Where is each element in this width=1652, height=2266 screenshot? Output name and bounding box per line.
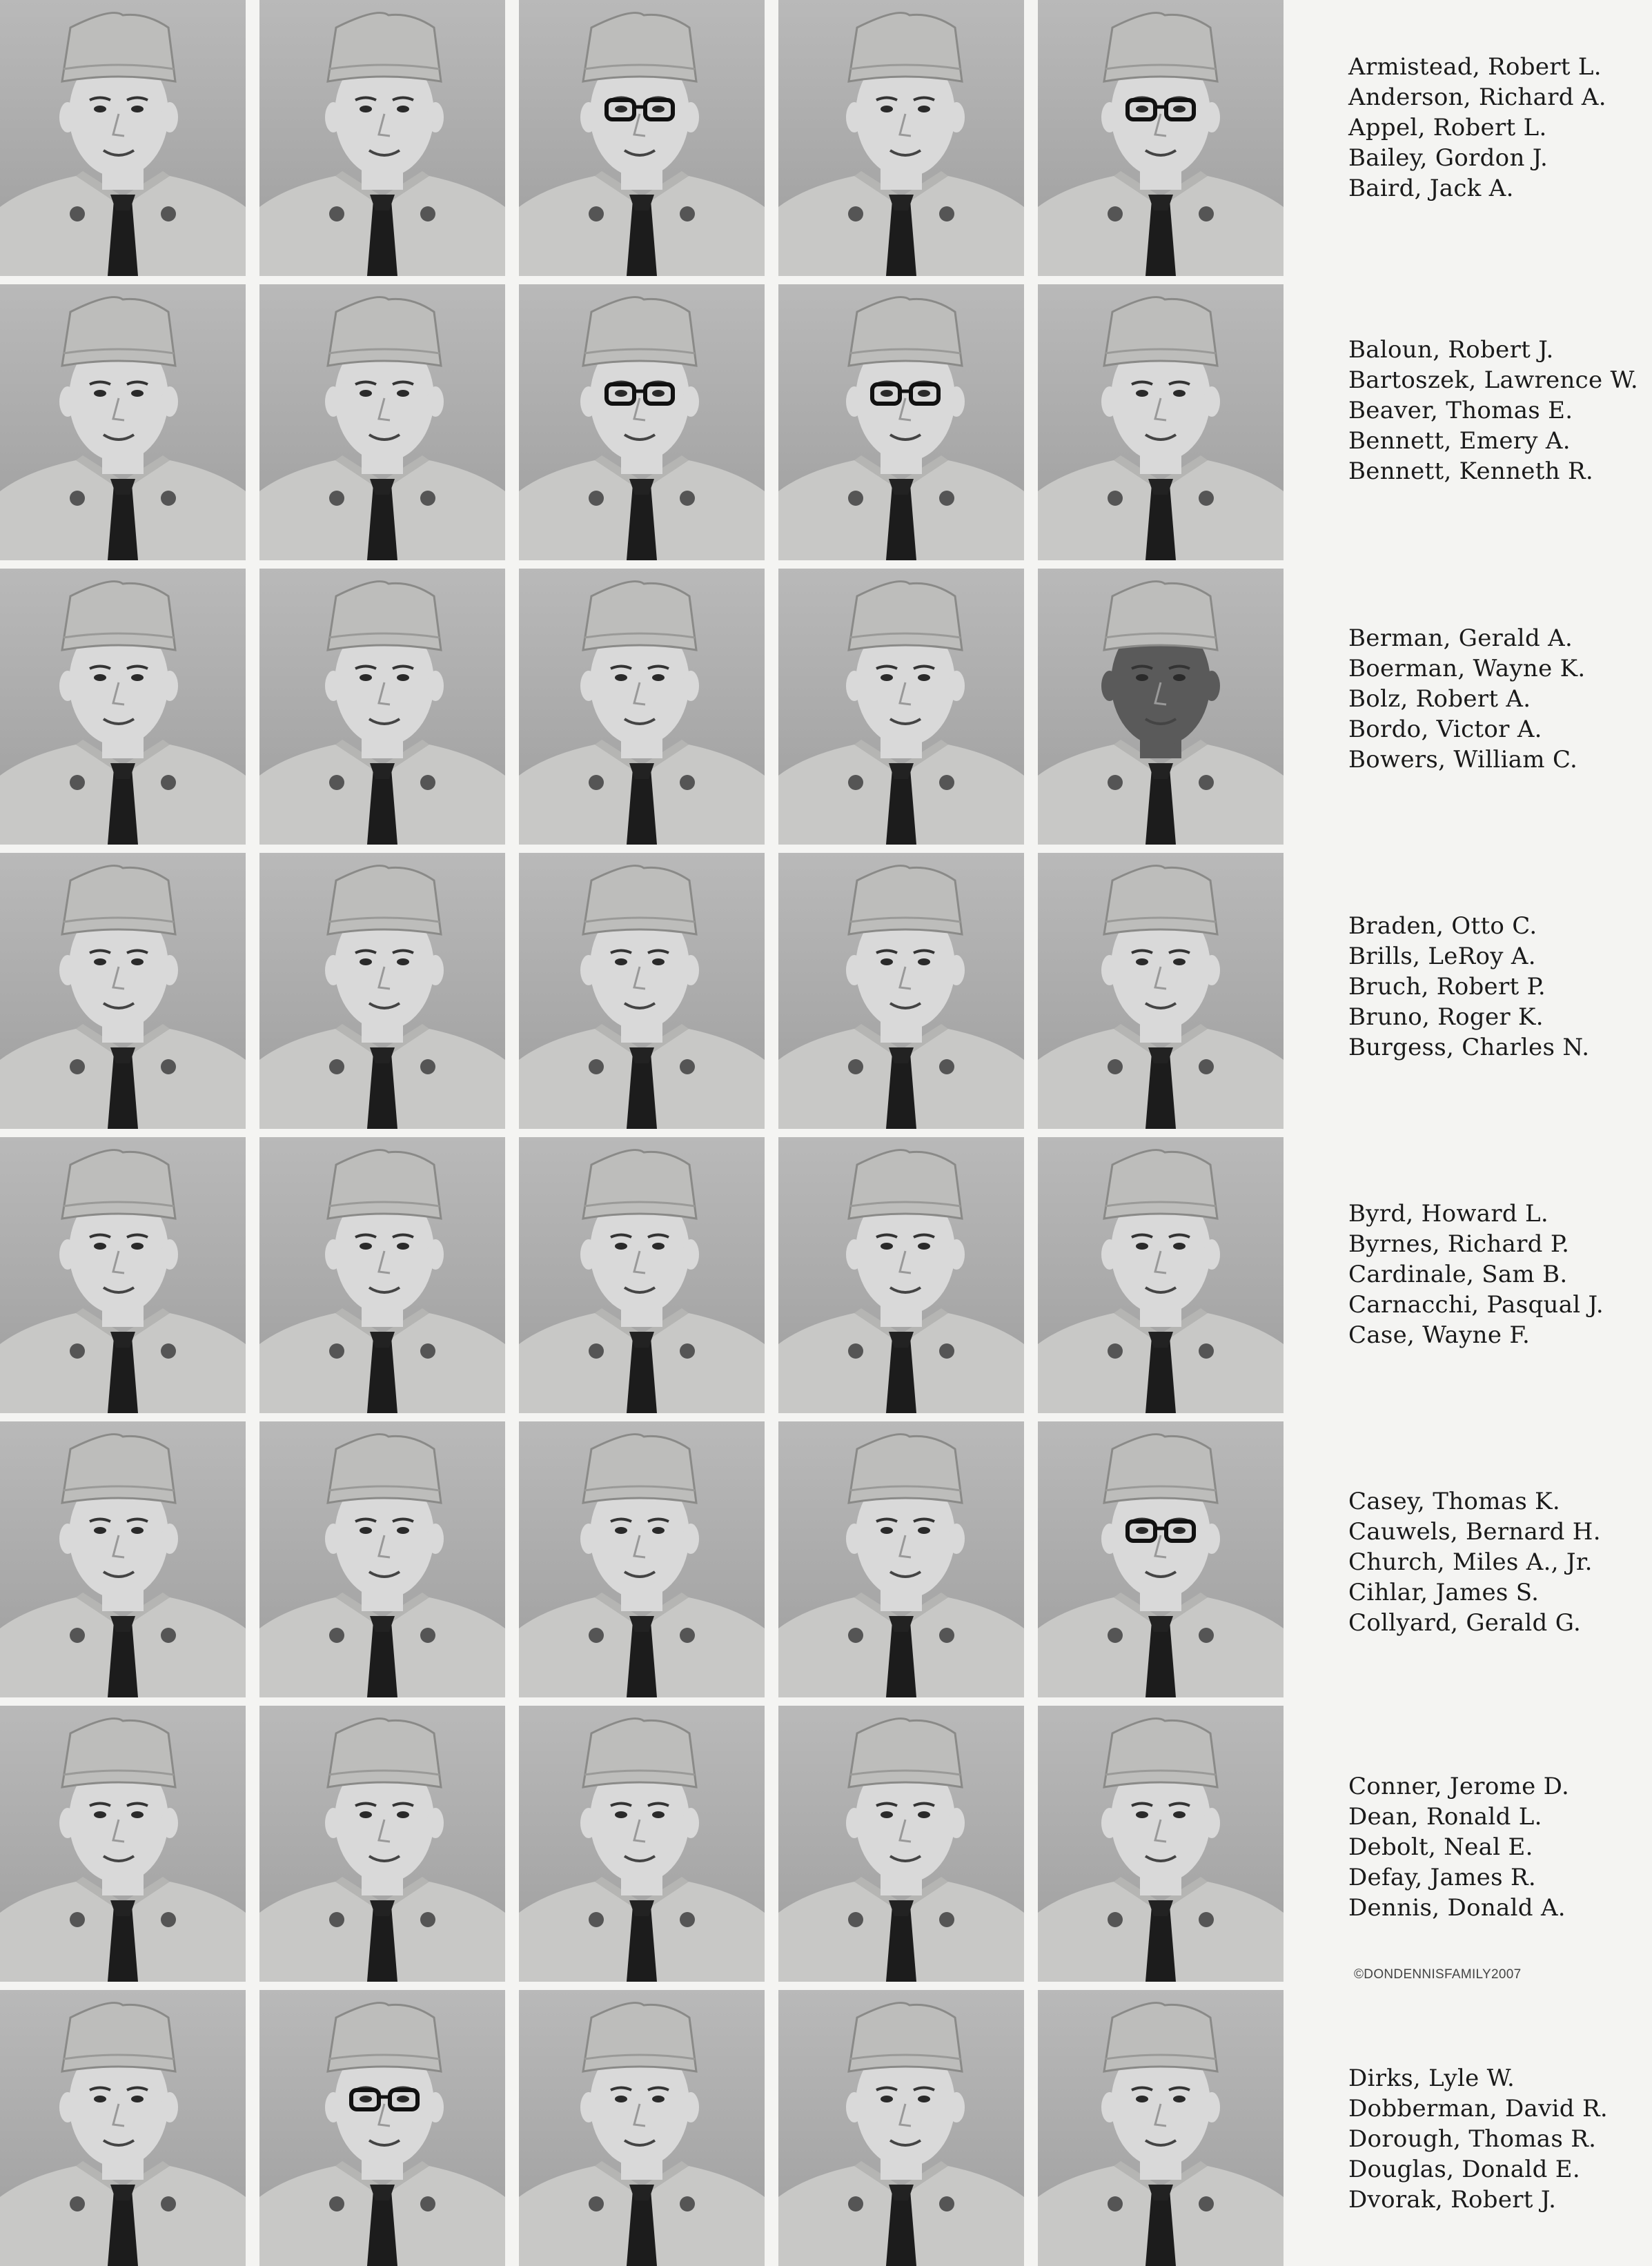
- portrait-photo: [519, 1421, 765, 1697]
- person-name: Bordo, Victor A.: [1348, 716, 1542, 743]
- portrait-figure: [1038, 0, 1284, 276]
- portrait-figure: [1038, 1137, 1284, 1413]
- portrait-figure: [778, 569, 1024, 845]
- portrait-photo: [1038, 1421, 1284, 1697]
- person-name: Dorough, Thomas R.: [1348, 2125, 1597, 2153]
- name-list: [1348, 52, 1638, 204]
- person-name: Baloun, Robert J.: [1348, 336, 1554, 364]
- portrait-photo: [259, 1421, 505, 1697]
- portrait-figure: [778, 0, 1024, 276]
- person-name: Cauwels, Bernard H.: [1348, 1518, 1601, 1546]
- person-name: Case, Wayne F.: [1348, 1321, 1531, 1349]
- portrait-photo: [519, 1706, 765, 1982]
- portrait-photo: [519, 1137, 765, 1413]
- person-name: Collyard, Gerald G.: [1348, 1609, 1582, 1637]
- portrait-figure: [519, 0, 765, 276]
- person-name: Dennis, Donald A.: [1348, 1894, 1566, 1922]
- portrait-figure: [1038, 1706, 1284, 1982]
- name-list: [1348, 1199, 1638, 1350]
- person-name: Bennett, Emery A.: [1348, 427, 1571, 455]
- name-list: [1348, 335, 1638, 486]
- person-name: Dean, Ronald L.: [1348, 1803, 1542, 1831]
- portrait-photo: [259, 853, 505, 1129]
- portrait-photo: [519, 284, 765, 560]
- portrait-figure: [259, 1990, 505, 2266]
- person-name: Bartoszek, Lawrence W.: [1348, 366, 1638, 394]
- photo-row: [0, 1990, 1297, 2266]
- name-list: [1348, 1771, 1638, 1923]
- portrait-photo: [1038, 853, 1284, 1129]
- person-name: Conner, Jerome D.: [1348, 1773, 1570, 1800]
- portrait-photo: [259, 284, 505, 560]
- portrait-photo: [259, 0, 505, 276]
- person-name: Burgess, Charles N.: [1348, 1034, 1590, 1061]
- portrait-photo: [1038, 1990, 1284, 2266]
- portrait-figure: [259, 1421, 505, 1697]
- person-name: Carnacchi, Pasqual J.: [1348, 1291, 1604, 1319]
- portrait-figure: [778, 1990, 1024, 2266]
- name-list: [1348, 911, 1638, 1063]
- portrait-photo: [0, 1421, 246, 1697]
- portrait-figure: [519, 284, 765, 560]
- person-name: Cardinale, Sam B.: [1348, 1261, 1568, 1288]
- portrait-figure: [1038, 853, 1284, 1129]
- portrait-figure: [778, 1137, 1024, 1413]
- portrait-figure: [259, 1137, 505, 1413]
- portrait-photo: [259, 569, 505, 845]
- person-name: Dirks, Lyle W.: [1348, 2065, 1515, 2092]
- portrait-photo: [1038, 1137, 1284, 1413]
- portrait-photo: [778, 1706, 1024, 1982]
- portrait-photo: [778, 569, 1024, 845]
- person-name: Dobberman, David R.: [1348, 2095, 1608, 2122]
- person-name: Douglas, Donald E.: [1348, 2156, 1580, 2183]
- portrait-photo: [0, 0, 246, 276]
- portrait-figure: [778, 853, 1024, 1129]
- person-name: Bruno, Roger K.: [1348, 1003, 1544, 1031]
- person-name: Anderson, Richard A.: [1348, 83, 1606, 111]
- person-name: Beaver, Thomas E.: [1348, 397, 1573, 424]
- person-name: Appel, Robert L.: [1348, 114, 1547, 141]
- portrait-photo: [0, 1706, 246, 1982]
- portrait-figure: [0, 569, 246, 845]
- portrait-figure: [519, 1706, 765, 1982]
- portrait-photo: [778, 284, 1024, 560]
- person-name: Berman, Gerald A.: [1348, 624, 1573, 652]
- person-name: Baird, Jack A.: [1348, 175, 1514, 202]
- photo-row: [0, 0, 1297, 276]
- person-name: Brills, LeRoy A.: [1348, 943, 1536, 970]
- portrait-figure: [519, 853, 765, 1129]
- photo-row: [0, 284, 1297, 560]
- portrait-photo: [259, 1137, 505, 1413]
- person-name: Church, Miles A., Jr.: [1348, 1548, 1593, 1576]
- portrait-figure: [0, 284, 246, 560]
- portrait-figure: [259, 284, 505, 560]
- portrait-figure: [259, 0, 505, 276]
- portrait-photo: [0, 569, 246, 845]
- name-list: [1348, 1486, 1638, 1638]
- portrait-photo: [778, 1137, 1024, 1413]
- portrait-figure: [778, 1706, 1024, 1982]
- person-name: Bolz, Robert A.: [1348, 685, 1531, 713]
- portrait-figure: [259, 1706, 505, 1982]
- photo-row: [0, 1137, 1297, 1413]
- portrait-photo: [778, 853, 1024, 1129]
- person-name: Dvorak, Robert J.: [1348, 2186, 1557, 2214]
- person-name: Armistead, Robert L.: [1348, 53, 1602, 81]
- person-name: Casey, Thomas K.: [1348, 1488, 1560, 1515]
- portrait-figure: [519, 1421, 765, 1697]
- photo-row: [0, 1706, 1297, 1982]
- portrait-figure: [1038, 1421, 1284, 1697]
- portrait-figure: [519, 569, 765, 845]
- portrait-figure: [519, 1137, 765, 1413]
- portrait-photo: [778, 1421, 1024, 1697]
- portrait-figure: [1038, 284, 1284, 560]
- portrait-figure: [0, 1706, 246, 1982]
- person-name: Bailey, Gordon J.: [1348, 144, 1548, 172]
- name-list: [1348, 623, 1638, 775]
- portrait-figure: [778, 284, 1024, 560]
- photo-row: [0, 1421, 1297, 1697]
- person-name: Boerman, Wayne K.: [1348, 655, 1586, 682]
- portrait-figure: [0, 1137, 246, 1413]
- portrait-figure: [0, 853, 246, 1129]
- portrait-photo: [259, 1706, 505, 1982]
- portrait-figure: [1038, 569, 1284, 845]
- portrait-photo: [778, 1990, 1024, 2266]
- portrait-photo: [519, 569, 765, 845]
- name-list: [1348, 2063, 1638, 2215]
- portrait-photo: [1038, 1706, 1284, 1982]
- portrait-photo: [0, 853, 246, 1129]
- portrait-photo: [0, 1990, 246, 2266]
- portrait-photo: [1038, 0, 1284, 276]
- portrait-photo: [519, 853, 765, 1129]
- portrait-photo: [0, 284, 246, 560]
- portrait-figure: [778, 1421, 1024, 1697]
- person-name: Bruch, Robert P.: [1348, 973, 1546, 1001]
- portrait-figure: [0, 1990, 246, 2266]
- person-name: Byrnes, Richard P.: [1348, 1230, 1570, 1258]
- person-name: Braden, Otto C.: [1348, 912, 1537, 940]
- person-name: Defay, James R.: [1348, 1864, 1536, 1891]
- person-name: Debolt, Neal E.: [1348, 1833, 1533, 1861]
- photo-row: [0, 569, 1297, 845]
- portrait-figure: [0, 1421, 246, 1697]
- portrait-figure: [519, 1990, 765, 2266]
- portrait-photo: [1038, 284, 1284, 560]
- portrait-figure: [1038, 1990, 1284, 2266]
- person-name: Bowers, William C.: [1348, 746, 1578, 774]
- portrait-photo: [0, 1137, 246, 1413]
- photo-row: [0, 853, 1297, 1129]
- copyright-notice: ©DONDENNISFAMILY2007: [1354, 1967, 1522, 1982]
- person-name: Bennett, Kenneth R.: [1348, 457, 1593, 485]
- portrait-figure: [0, 0, 246, 276]
- portrait-photo: [259, 1990, 505, 2266]
- person-name: Byrd, Howard L.: [1348, 1200, 1549, 1228]
- portrait-photo: [519, 1990, 765, 2266]
- person-name: Cihlar, James S.: [1348, 1579, 1540, 1606]
- portrait-photo: [519, 0, 765, 276]
- portrait-figure: [259, 853, 505, 1129]
- portrait-photo: [1038, 569, 1284, 845]
- portrait-figure: [259, 569, 505, 845]
- portrait-photo: [778, 0, 1024, 276]
